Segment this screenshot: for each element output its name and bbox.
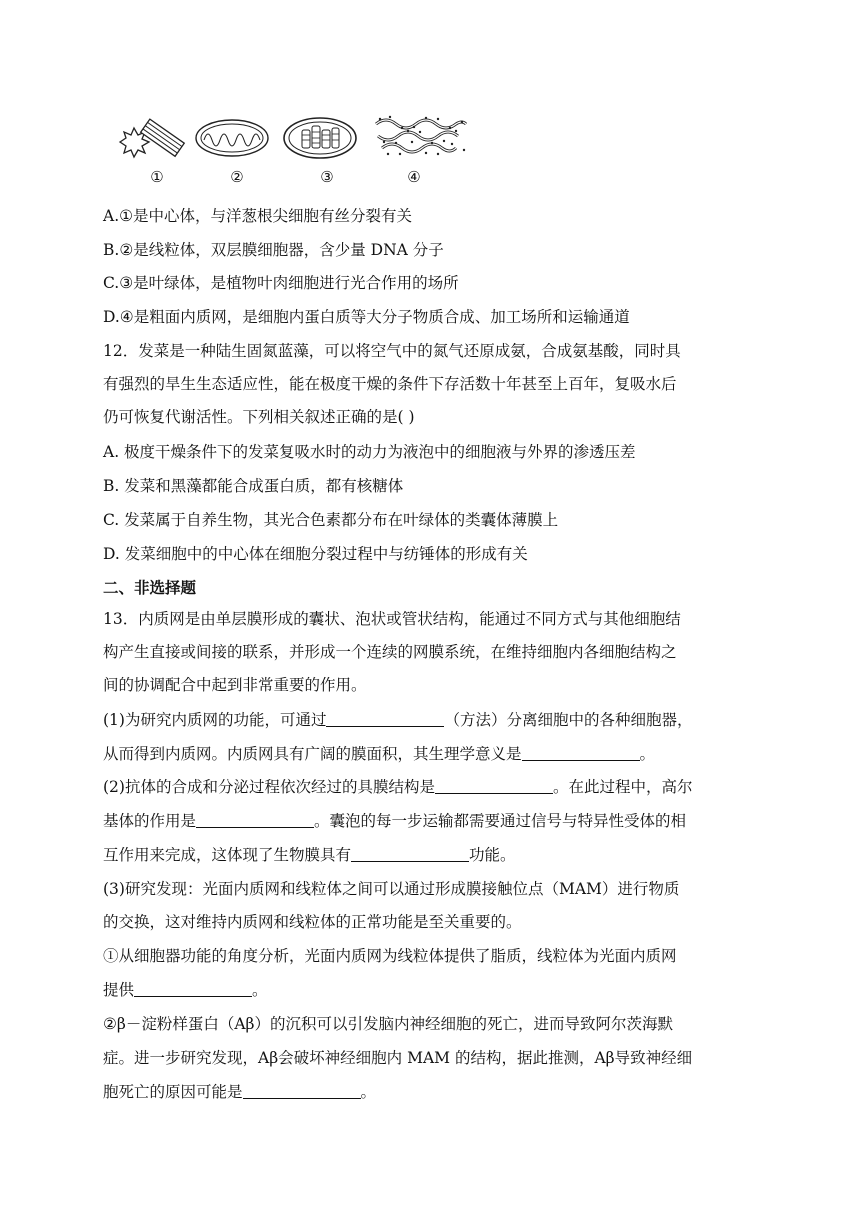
mitochondrion-figure (192, 110, 282, 194)
answer-blank[interactable] (196, 812, 314, 828)
q13-part3-line (103, 980, 763, 1000)
text-segment: 。 (639, 745, 656, 763)
answer-blank[interactable] (522, 745, 640, 761)
answer-blank[interactable] (435, 778, 553, 794)
section-heading: 二、非选择题 (103, 579, 197, 597)
centriole-icon (112, 110, 202, 168)
rough-er-icon (368, 110, 472, 168)
text-segment: (1)为研究内质网的功能，可通过 (103, 711, 327, 729)
q13-part3-line: ①从细胞器功能的角度分析，光面内质网为线粒体提供了脂质，线粒体为光面内质网 (103, 947, 677, 965)
q12-stem-line: 仍可恢复代谢活性。下列相关叙述正确的是( ) (103, 408, 415, 426)
figure-label: ② (230, 168, 244, 186)
centriole-figure (112, 110, 202, 194)
text-segment: （方法）分离细胞中的各种细胞器， (444, 711, 693, 729)
q12-option-c: C. 发菜属于自养生物，其光合色素都分布在叶绿体的类囊体薄膜上 (103, 511, 559, 529)
figure-label: ④ (407, 168, 421, 186)
q13-part3-line: (3)研究发现：光面内质网和线粒体之间可以通过形成膜接触位点（MAM）进行物质 (103, 880, 680, 898)
q12-stem-line: 12．发菜是一种陆生固氮蓝藻，可以将空气中的氮气还原成氨，合成氨基酸，同时具 (103, 342, 681, 360)
text-segment: 从而得到内质网。内质网具有广阔的膜面积，其生理学意义是 (103, 745, 522, 763)
text-segment: 。在此过程中，高尔 (552, 778, 693, 796)
text-segment: 。囊泡的每一步运输都需要通过信号与特异性受体的相 (314, 812, 687, 830)
q11-option-c: C.③是叶绿体，是植物叶肉细胞进行光合作用的场所 (103, 274, 459, 292)
text-segment: 。 (360, 1083, 377, 1101)
q11-option-b: B.②是线粒体，双层膜细胞器，含少量 DNA 分子 (103, 241, 444, 259)
q13-stem-line: 13．内质网是由单层膜形成的囊状、泡状或管状结构，能通过不同方式与其他细胞结 (103, 610, 681, 628)
chloroplast-icon (282, 110, 372, 168)
q13-part1-line (103, 710, 763, 730)
text-segment: (2)抗体的合成和分泌过程依次经过的具膜结构是 (103, 778, 435, 796)
q12-option-a: A. 极度干燥条件下的发菜复吸水时的动力为液泡中的细胞液与外界的渗透压差 (103, 443, 636, 461)
chloroplast-figure (282, 110, 372, 194)
q13-part4-line (103, 1082, 763, 1102)
q12-option-b: B. 发菜和黑藻都能合成蛋白质，都有核糖体 (103, 477, 404, 495)
q13-stem-line: 构产生直接或间接的联系，并形成一个连续的网膜系统，在维持细胞内各细胞结构之 (103, 643, 677, 661)
rough-er-figure (368, 110, 472, 194)
q13-part4-line: ②β－淀粉样蛋白（Aβ）的沉积可以引发脑内神经细胞的死亡，进而导致阿尔茨海默 (103, 1015, 674, 1033)
q11-option-d: D.④是粗面内质网，是细胞内蛋白质等大分子物质合成、加工场所和运输通道 (103, 308, 630, 326)
q13-part1-line (103, 744, 763, 764)
text-segment: 互作用来完成，这体现了生物膜具有 (103, 846, 352, 864)
text-segment: 功能。 (469, 846, 516, 864)
q13-part2-line (103, 811, 763, 831)
q13-part4-line: 症。进一步研究发现，Aβ会破坏神经细胞内 MAM 的结构，据此推测，Aβ导致神经细 (103, 1049, 693, 1067)
q12-stem-line: 有强烈的旱生生态适应性，能在极度干燥的条件下存活数十年甚至上百年，复吸水后 (103, 375, 677, 393)
answer-blank[interactable] (243, 1083, 361, 1099)
q13-part2-line (103, 777, 763, 797)
q12-option-d: D. 发菜细胞中的中心体在细胞分裂过程中与纺锤体的形成有关 (103, 545, 528, 563)
text-segment: 基体的作用是 (103, 812, 197, 830)
figure-label: ③ (320, 168, 334, 186)
answer-blank[interactable] (134, 981, 252, 997)
answer-blank[interactable] (326, 711, 444, 727)
text-segment: 。 (252, 981, 268, 999)
answer-blank[interactable] (351, 846, 469, 862)
organelle-figure (112, 110, 472, 194)
text-segment: 提供 (103, 981, 135, 999)
text-segment: 胞死亡的原因可能是 (103, 1083, 243, 1101)
figure-label: ① (150, 168, 164, 186)
mitochondrion-icon (192, 110, 282, 168)
q11-option-a: A.①是中心体，与洋葱根尖细胞有丝分裂有关 (103, 207, 413, 225)
q13-part2-line (103, 845, 763, 865)
q13-stem-line: 间的协调配合中起到非常重要的作用。 (103, 676, 367, 694)
q13-part3-line: 的交换，这对维持内质网和线粒体的正常功能是至关重要的。 (103, 913, 522, 931)
